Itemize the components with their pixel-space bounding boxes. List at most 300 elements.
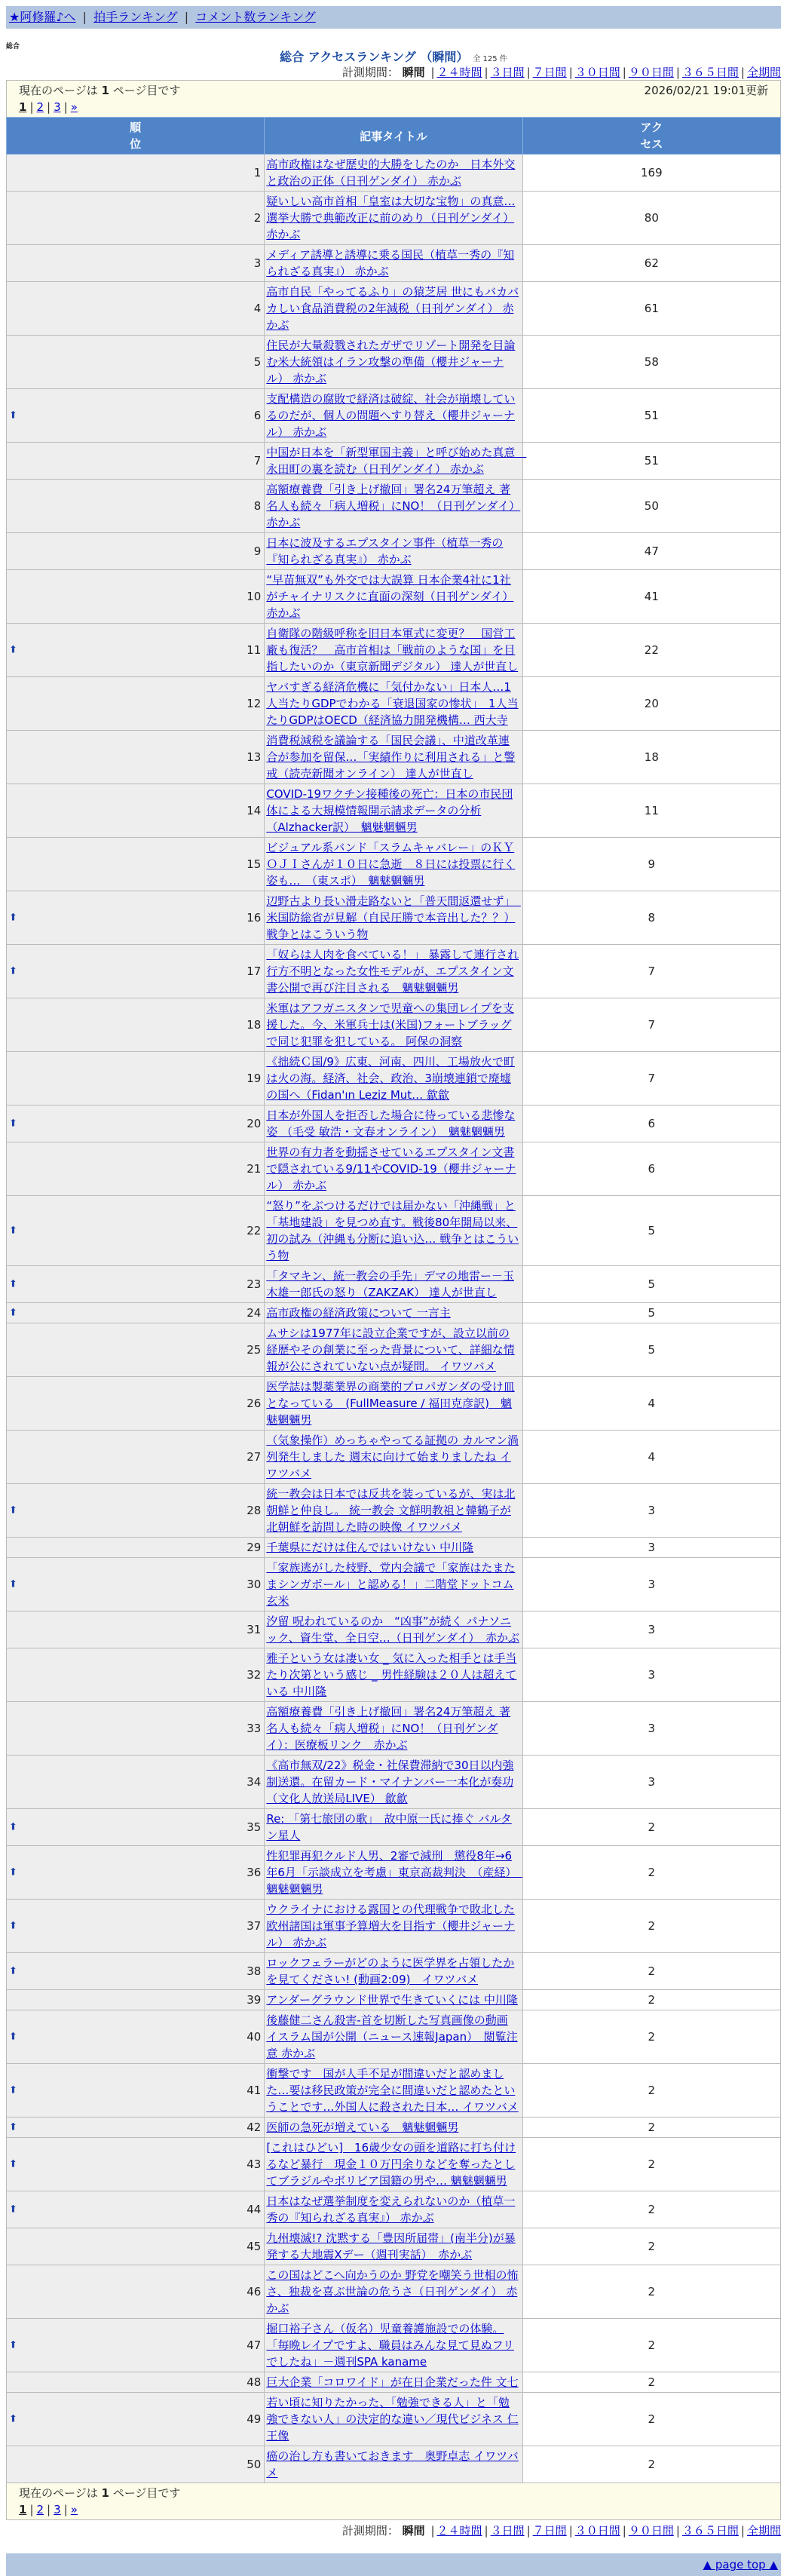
rank-cell [7, 282, 265, 336]
title-cell [265, 1558, 522, 1612]
access-count: 2 [522, 2191, 780, 2228]
period-separator: | [568, 2524, 573, 2538]
pager-cell [7, 81, 781, 118]
rank-cell [7, 155, 265, 192]
title-cell [265, 945, 522, 998]
top-nav [6, 6, 781, 29]
rank-cell [7, 1612, 265, 1648]
article-title-link[interactable]: アンダーグラウンド世界で生きていくには 中川隆 [266, 1993, 518, 2007]
rank-cell [7, 1323, 265, 1377]
rank-number: 48 [247, 2375, 262, 2389]
title-cell [265, 2010, 522, 2064]
article-title-link[interactable]: ヤバすぎる経済危機に「気付かない」日本人…1人当たりGDPでわかる「衰退国家の惨状」 1人当たりGDPはOECD（経済協力開発機構… 西大寺 [266, 680, 519, 727]
article-title-link[interactable]: 《高市無双/22》税金・社保費滞納で30日以内強制送還。在留カード・マイナンバー一本化が奏功（文化人放送局LIVE） 歙歙 [266, 1759, 514, 1805]
access-count: 2 [522, 2319, 780, 2372]
article-title-link[interactable]: 辺野古より長い滑走路ないと「普天間返還せず」 米国防総省が見解（自民圧勝で本音出した？？） 戦争とはこういう物 [266, 894, 521, 941]
up-arrow-icon: ⬆ [9, 1920, 17, 1932]
table-row [7, 1612, 781, 1648]
rank-number: 32 [247, 1668, 262, 1682]
period-separator: | [430, 66, 435, 79]
title-cell [265, 1702, 522, 1756]
period-current: 瞬間 [402, 66, 425, 79]
rank-number: 46 [247, 2285, 262, 2298]
period-separator: | [740, 2524, 745, 2538]
article-title-link[interactable]: 性犯罪再犯クルド人男、2審で減刑 懲役8年→6年6月「示談成立を考慮」東京高裁判決 （産経） 魑魅魍魎男 [266, 1849, 522, 1896]
period-separator: | [622, 2524, 626, 2538]
article-title-link[interactable]: 消費税減税を議論する「国民会議」、中道改革連合が参加を留保…「実績作りに利用される」と警戒（読売新聞オンライン） 達人が世直し [266, 734, 516, 780]
title-cell [265, 1323, 522, 1377]
table-row [7, 1702, 781, 1756]
period-separator: | [526, 66, 531, 79]
access-count: 2 [522, 2265, 780, 2319]
table-row [7, 2064, 781, 2118]
article-title-link[interactable]: 高額療養費「引き上げ撤回」署名24万筆超え 著名人も続々「病人増税」にNO！（日刊ゲンダイ） 赤かぶ [266, 483, 521, 529]
article-title-link[interactable]: 九州壊滅!? 沈黙する「豊因所届帯」(南半分)が暴発する大地震Xデー（週刊実話） 赤かぶ [266, 2231, 516, 2262]
up-arrow-icon: ⬆ [9, 409, 17, 422]
period-links [428, 66, 781, 79]
article-title-link[interactable]: 世界の有力者を動揺させているエプスタイン文書で隠されている9/11やCOVID-19（櫻井ジャーナル） 赤かぶ [266, 1145, 516, 1192]
period-separator: | [526, 2524, 531, 2538]
article-title-link[interactable]: この国はどこへ向かうのか 野党を嘲笑う世相の怖さ、独裁を喜ぶ世論の危うさ（日刊ゲンダイ） 赤かぶ [266, 2268, 519, 2315]
table-header [7, 118, 781, 155]
up-arrow-icon: ⬆ [9, 2031, 17, 2043]
period-link[interactable]: 全期間 [746, 66, 781, 79]
rank-cell [7, 1052, 265, 1106]
page-number-current: 1 [19, 2503, 27, 2516]
title-cell [265, 891, 522, 945]
rank-number: 21 [247, 1162, 262, 1176]
table-row [7, 784, 781, 838]
title-cell [265, 1809, 522, 1846]
rank-cell [7, 1196, 265, 1266]
article-title-link[interactable]: 米軍はアフガニスタンで児童への集団レイプを支援した。今、米軍兵士は(米国)フォートブラッグで同じ犯罪を犯している。 阿保の洞察 [266, 1001, 514, 1048]
page-number-link[interactable]: 2 [36, 100, 44, 114]
rank-cell [7, 1142, 265, 1196]
article-title-link[interactable]: 千葉県にだけは住んではいけない 中川隆 [266, 1541, 474, 1554]
table-row [7, 2118, 781, 2138]
article-title-link[interactable]: 自衛隊の階級呼称を旧日本軍式に変更？ 国営工廠も復活？ 高市首相は「戦前のような国」を目指したいのか（東京新聞デジタル） 達人が世直し [266, 627, 519, 673]
rank-cell [7, 1266, 265, 1303]
rank-cell [7, 1538, 265, 1558]
table-row [7, 1484, 781, 1538]
title-cell [265, 2372, 522, 2393]
article-title-link[interactable]: [これはひどい] 16歳少女の頭を道路に打ち付けるなど暴行 現金１０万円余りなどを奪ったとしてブラジルやボリビア国籍の男や… 魑魅魍魎男 [266, 2141, 516, 2188]
title-cell [265, 1431, 522, 1484]
page-number-link[interactable]: 3 [54, 2503, 61, 2516]
table-row [7, 624, 781, 677]
period-link[interactable]: ３６５日間 [681, 66, 739, 79]
article-title-link[interactable]: 雅子という女は凄い女 _ 気に入った相手とは手当たり次第という感じ _ 男性経験は２０人は超えている 中川隆 [266, 1651, 517, 1698]
rank-number: 17 [247, 964, 262, 978]
period-link[interactable]: ３日間 [490, 2524, 525, 2538]
page-number-link[interactable]: 3 [54, 100, 61, 114]
rank-number: 12 [247, 697, 262, 710]
rank-cell [7, 891, 265, 945]
page [6, 6, 781, 2576]
rank-number: 7 [253, 454, 262, 468]
title-cell [265, 998, 522, 1052]
next-page-link[interactable]: » [70, 100, 78, 114]
title-cell [265, 336, 522, 389]
title-cell [265, 2265, 522, 2319]
rank-number: 44 [247, 2203, 262, 2216]
rank-cell [7, 480, 265, 533]
article-title-link[interactable]: 高市政権の経済政策について 一言主 [266, 1306, 451, 1320]
rank-number: 14 [247, 804, 262, 817]
rank-cell [7, 2010, 265, 2064]
rank-cell [7, 1484, 265, 1538]
title-cell [265, 784, 522, 838]
table-row [7, 389, 781, 443]
article-title-link[interactable]: ロックフェラーがどのように医学界を占領したかを見てください! (動画2:09) イワツバメ [266, 1956, 515, 1986]
up-arrow-icon: ⬆ [9, 2203, 17, 2216]
period-current: 瞬間 [402, 2524, 425, 2538]
title-cell [265, 1196, 522, 1266]
access-count: 5 [522, 1303, 780, 1323]
table-row [7, 2010, 781, 2064]
access-count: 2 [522, 2228, 780, 2265]
next-page-link[interactable]: » [70, 2503, 78, 2516]
article-title-link[interactable]: Re: 「第七旅団の歌」 故中原一氏に捧ぐ バルタン星人 [266, 1812, 512, 1842]
rank-cell [7, 1431, 265, 1484]
article-title-link[interactable]: 「奴らは人肉を食べている！」 暴露して連行され行方不明となった女性モデルが、エプスタイン文書公開で再び注目される 魑魅魍魎男 [266, 948, 519, 995]
table-row [7, 2319, 781, 2372]
title-cell [265, 2393, 522, 2446]
article-title-link[interactable]: 「タマキン、統一教会の手先」デマの地雷ー－玉木雄一郎氏の怒り（ZAKZAK） 達人が世直し [266, 1269, 514, 1299]
access-count: 4 [522, 1431, 780, 1484]
rank-cell [7, 2064, 265, 2118]
up-arrow-icon: ⬆ [9, 1118, 17, 1130]
access-count: 2 [522, 2372, 780, 2393]
article-title-link[interactable]: 衝撃です 国が人手不足が間違いだと認めました…要は移民政策が完全に間違いだと認めたということです…外国人に殺された日本… イワツバメ [266, 2067, 519, 2114]
access-count: 2 [522, 2138, 780, 2191]
article-title-link[interactable]: 高額療養費「引き上げ撤回」署名24万筆超え 著名人も続々「病人増税」にNO！（日刊ゲンダイ）：医療板リンク 赤かぶ [266, 1705, 511, 1752]
title-cell [265, 2118, 522, 2138]
table-row [7, 1196, 781, 1266]
col-rank-label: 順位 [130, 121, 142, 151]
article-title-link[interactable]: 癌の治し方も書いておきます 奥野卓志 イワツバメ [266, 2449, 519, 2479]
access-count: 11 [522, 784, 780, 838]
rank-number: 3 [253, 256, 262, 270]
access-count: 3 [522, 1702, 780, 1756]
access-count: 2 [522, 1953, 780, 1990]
access-count: 5 [522, 1266, 780, 1303]
period-link[interactable]: ９０日間 [628, 66, 674, 79]
up-arrow-icon: ⬆ [9, 1504, 17, 1516]
rank-cell [7, 1377, 265, 1431]
rank-number: 43 [247, 2157, 262, 2171]
access-count: 61 [522, 282, 780, 336]
rank-cell [7, 2265, 265, 2319]
access-count: 5 [522, 1196, 780, 1266]
article-title-link[interactable]: 汐留 呪われているのか “凶事”が続く パナソニック、資生堂、全日空…（日刊ゲンダイ） 赤かぶ [266, 1615, 520, 1645]
article-title-link[interactable]: 高市自民「やってるふり」の猿芝居 世にもバカバカしい食品消費税の2年減税（日刊ゲンダイ） 赤かぶ [266, 285, 519, 332]
period-link[interactable]: ３日間 [490, 66, 525, 79]
title-cell [265, 1538, 522, 1558]
rank-cell [7, 443, 265, 480]
rank-cell [7, 945, 265, 998]
updated-time: 2026/02/21 19:01更新 [644, 84, 768, 97]
title-cell [265, 838, 522, 891]
period-separator: | [484, 2524, 488, 2538]
article-title-link[interactable]: 後藤健二さん殺害-首を切断した写真画像の動画 イスラム国が公開（ニュース速報Japan） 閲覧注意 赤かぶ [266, 2013, 518, 2060]
access-count: 7 [522, 998, 780, 1052]
rank-number: 33 [247, 1722, 262, 1735]
page-number-current: 1 [19, 100, 27, 114]
up-arrow-icon: ⬆ [9, 1278, 17, 1290]
up-arrow-icon: ⬆ [9, 2413, 17, 2425]
access-count: 2 [522, 1809, 780, 1846]
table-row [7, 1809, 781, 1846]
rank-number: 49 [247, 2412, 262, 2426]
rank-cell [7, 1303, 265, 1323]
col-access-header [522, 118, 780, 155]
up-arrow-icon: ⬆ [9, 644, 17, 656]
title-cell [265, 282, 522, 336]
access-count: 58 [522, 336, 780, 389]
rank-number: 34 [247, 1775, 262, 1789]
title-cell [265, 2446, 522, 2483]
period-selector-bottom [6, 2523, 781, 2538]
table-row [7, 1558, 781, 1612]
article-title-link[interactable]: 医学誌は製薬業界の商業的プロパガンダの受け皿となっている (FullMeasure / 福田克彦訳) 魑魅魍魎男 [266, 1380, 515, 1427]
article-title-link[interactable]: 日本に波及するエプスタイン事件（植草一秀の『知られざる真実』） 赤かぶ [266, 536, 504, 566]
table-row [7, 1538, 781, 1558]
table-row [7, 1303, 781, 1323]
title-cell [265, 1106, 522, 1142]
table-row [7, 1323, 781, 1377]
rank-cell [7, 2372, 265, 2393]
rank-number: 42 [247, 2121, 262, 2134]
rank-number: 27 [247, 1450, 262, 1464]
table-row [7, 480, 781, 533]
rank-number: 41 [247, 2084, 262, 2097]
table-row [7, 2191, 781, 2228]
period-label: 計測期間： [341, 2524, 399, 2538]
table-row [7, 533, 781, 570]
access-count: 3 [522, 1558, 780, 1612]
rank-number: 19 [247, 1072, 262, 1085]
rank-number: 1 [253, 166, 262, 179]
period-link[interactable]: ３６５日間 [681, 2524, 739, 2538]
up-arrow-icon: ⬆ [9, 1965, 17, 1977]
rank-cell [7, 1990, 265, 2010]
period-label: 計測期間： [341, 66, 399, 79]
article-title-link[interactable]: 若い頃に知りたかった、「勉強できる人」と「勉強できない人」の決定的な違い／現代ビジネス 仁王像 [266, 2396, 519, 2443]
period-separator: | [568, 66, 573, 79]
access-count: 62 [522, 245, 780, 282]
pager-bottom [7, 2483, 781, 2520]
period-link[interactable]: 全期間 [746, 2524, 781, 2538]
rank-number: 50 [247, 2458, 262, 2471]
title-cell [265, 245, 522, 282]
article-title-link[interactable]: “早苗無双”も外交では大誤算 日本企業4社に1社がチャイナリスクに直面の深刻（日刊ゲンダイ） 赤かぶ [266, 573, 514, 620]
col-rank-header [7, 118, 265, 155]
access-count: 80 [522, 192, 780, 245]
access-count: 2 [522, 2446, 780, 2483]
period-link[interactable]: ２４時間 [436, 66, 482, 79]
article-title-link[interactable]: 「家族逃がした枝野、党内会議で「家族はたまたまシンガポール」と認める！」二階堂ドットコム 玄米 [266, 1561, 516, 1608]
rank-number: 5 [253, 355, 262, 369]
rank-cell [7, 1846, 265, 1900]
current-page-pre: 現在のページは [19, 2486, 98, 2500]
table-row [7, 1106, 781, 1142]
period-link[interactable]: ２４時間 [436, 2524, 482, 2538]
page-number-link[interactable]: 2 [36, 2503, 44, 2516]
up-arrow-icon: ⬆ [9, 1307, 17, 1319]
page-separator: | [29, 2503, 34, 2516]
rank-number: 18 [247, 1018, 262, 1032]
up-arrow-icon: ⬆ [9, 1866, 17, 1878]
table-row [7, 2265, 781, 2319]
access-count: 2 [522, 1990, 780, 2010]
rank-number: 20 [247, 1117, 262, 1130]
access-count: 7 [522, 945, 780, 998]
title-cell [265, 443, 527, 480]
rank-number: 23 [247, 1277, 262, 1291]
period-link[interactable]: ９０日間 [628, 2524, 674, 2538]
article-title-link[interactable]: 疑いしい高市首相「皇室は大切な宝物」の真意…選挙大勝で典範改正に前のめり（日刊ゲンダイ） 赤かぶ [266, 195, 516, 241]
up-arrow-icon: ⬆ [9, 1578, 17, 1590]
home-link[interactable]: ★阿修羅♪へ [9, 10, 76, 24]
title-cell [265, 1648, 522, 1702]
rank-cell [7, 677, 265, 731]
rank-cell [7, 2191, 265, 2228]
rank-cell [7, 1558, 265, 1612]
page-top-link[interactable]: ▲ page top ▲ [703, 2558, 778, 2571]
title-cell [265, 1052, 522, 1106]
period-selector-top [6, 65, 781, 80]
rank-number: 31 [247, 1623, 262, 1636]
rank-cell [7, 533, 265, 570]
rank-cell [7, 1106, 265, 1142]
title-cell [265, 570, 522, 624]
article-title-link[interactable]: 巨大企業「コロワイド」が在日企業だった件 文七 [266, 2375, 519, 2389]
rank-number: 29 [247, 1541, 262, 1554]
rank-number: 6 [253, 409, 262, 422]
rank-cell [7, 389, 265, 443]
title-cell [265, 1846, 522, 1900]
title-cell [265, 1377, 522, 1431]
pager-top [7, 81, 781, 118]
clap-ranking-link[interactable]: 拍手ランキング [93, 10, 178, 24]
rank-number: 39 [247, 1993, 262, 2007]
access-count: 2 [522, 2118, 780, 2138]
table-row [7, 570, 781, 624]
current-page-post: ページ目です [112, 84, 181, 97]
access-count: 50 [522, 480, 780, 533]
article-title-link[interactable]: “怒り”をぶつけるだけでは届かない「沖縄戦」と「基地建設」を見つめ直す。戦後80年開局以来、初の試み（沖縄も分断に追い込… 戦争とはこういう物 [266, 1199, 519, 1262]
period-separator: | [430, 2524, 435, 2538]
table-row [7, 1377, 781, 1431]
article-title-link[interactable]: 住民が大量殺戮されたガザでリゾート開発を目論む米大統領はイラン攻撃の準備（櫻井ジャーナル） 赤かぶ [266, 339, 516, 385]
article-title-link[interactable]: 高市政権はなぜ歴史的大勝をしたのか 日本外交と政治の正体（日刊ゲンダイ） 赤かぶ [266, 158, 516, 188]
rank-number: 10 [247, 590, 262, 603]
table-row [7, 1052, 781, 1106]
bottom-bar [6, 2553, 781, 2576]
period-link[interactable]: ７日間 [532, 2524, 567, 2538]
article-title-link[interactable]: 日本が外国人を拒否した場合に待っている悲惨な姿 （毛受 敏浩・文春オンライン） 魑魅魍魎男 [266, 1109, 516, 1139]
period-link[interactable]: ３０日間 [574, 2524, 620, 2538]
article-title-link[interactable]: 統一教会は日本では反共を装っているが、実は北朝鮮と仲良し。 統一教会 文鮮明教祖と韓鶴子が北朝鮮を訪問した時の映像 イワツバメ [266, 1487, 516, 1534]
rank-number: 2 [253, 211, 262, 225]
period-separator: | [484, 66, 488, 79]
access-count: 51 [522, 443, 780, 480]
access-count: 6 [522, 1142, 780, 1196]
article-title-link[interactable]: ビジュアル系バンド「スラムキャバレー」のＫＹＯＪＩさんが１０日に急逝 ８日には投票に行く姿も… （東スポ） 魑魅魍魎男 [266, 841, 516, 888]
table-row [7, 2446, 781, 2483]
period-separator: | [675, 66, 680, 79]
ranking-title: 総合 アクセスランキング （瞬間） [280, 50, 469, 64]
table-row [7, 1142, 781, 1196]
rank-cell [7, 624, 265, 677]
access-count: 6 [522, 1106, 780, 1142]
current-page-pre: 現在のページは [19, 84, 98, 97]
rank-cell [7, 1809, 265, 1846]
title-cell [265, 2138, 522, 2191]
title-cell [265, 1756, 522, 1809]
article-title-link[interactable]: ムサシは1977年に設立企業ですが、設立以前の経歴やその創業に至った背景について、詳細な情報が公にされていない点が疑問。 イワツバメ [266, 1326, 515, 1373]
rank-number: 25 [247, 1343, 262, 1357]
title-cell [265, 1142, 522, 1196]
article-title-link[interactable]: 医師の急死が増えている 魑魅魍魎男 [266, 2121, 459, 2134]
access-count: 2 [522, 1900, 780, 1953]
title-cell [265, 533, 522, 570]
rank-cell [7, 1648, 265, 1702]
rank-number: 11 [247, 643, 262, 657]
period-link[interactable]: ３０日間 [574, 66, 620, 79]
up-arrow-icon: ⬆ [9, 965, 17, 977]
title-cell [265, 2064, 522, 2118]
rank-number: 40 [247, 2030, 262, 2044]
rank-number: 9 [253, 544, 262, 558]
current-page-number: 1 [101, 2486, 109, 2500]
up-arrow-icon: ⬆ [9, 1225, 17, 1237]
up-arrow-icon: ⬆ [9, 2158, 17, 2170]
rank-cell [7, 998, 265, 1052]
article-title-link[interactable]: 支配構造の腐敗で経済は破綻、社会が崩壊しているのだが、個人の問題へすり替え（櫻井ジャーナル） 赤かぶ [266, 392, 516, 439]
table-row [7, 1846, 781, 1900]
period-link[interactable]: ７日間 [532, 66, 567, 79]
title-cell [265, 624, 522, 677]
article-title-link[interactable]: 中国が日本を「新型軍国主義」と呼び始めた真意 永田町の裏を読む（日刊ゲンダイ） 赤かぶ [266, 446, 527, 476]
page-separator: | [63, 2503, 68, 2516]
article-title-link[interactable]: 《拙続Ｃ国/9》広東、河南、四川、工場放火で町は火の海。経済、社会、政治、3崩壊連鎖で廃墟の国へ（Fidan'ın Leziz Mut… 歙歙 [266, 1055, 515, 1102]
rank-cell [7, 731, 265, 784]
page-separator: | [63, 100, 68, 114]
title-cell [265, 192, 522, 245]
article-title-link[interactable]: ウクライナにおける露国との代理戦争で敗北した欧州諸国は軍事予算増大を目指す（櫻井ジャーナル） 赤かぶ [266, 1903, 516, 1949]
article-title-link[interactable]: 日本はなぜ選挙制度を変えられないのか（植草一秀の『知られざる真実』） 赤かぶ [266, 2194, 516, 2225]
access-count: 4 [522, 1377, 780, 1431]
table-row [7, 1648, 781, 1702]
page-separator: | [47, 100, 51, 114]
article-title-link[interactable]: （気象操作）めっちゃやってる証拠の カルマン渦列発生しました 週末に向けて始まりましたね イワツバメ [266, 1434, 519, 1480]
access-count: 22 [522, 624, 780, 677]
table-row [7, 998, 781, 1052]
up-arrow-icon: ⬆ [9, 912, 17, 924]
article-title-link[interactable]: メディア誘導と誘導に乗る国民（植草一秀の『知られざる真実』） 赤かぶ [266, 248, 515, 278]
access-count: 3 [522, 1612, 780, 1648]
comment-ranking-link[interactable]: コメント数ランキング [195, 10, 316, 24]
up-arrow-icon: ⬆ [9, 2339, 17, 2351]
title-cell [265, 1303, 522, 1323]
table-row [7, 2228, 781, 2265]
article-title-link[interactable]: COVID-19ワクチン接種後の死亡：日本の市民団体による大規模情報開示請求データの分析 （Alzhacker訳） 魑魅魍魎男 [266, 787, 513, 834]
article-title-link[interactable]: 掘口裕子さん（仮名）児童養護施設での体験。「毎晩レイプですよ、職員はみんな見て見ぬフリでしたね」－週刊SPA kaname [266, 2322, 514, 2369]
category-label: 総合 [6, 43, 20, 51]
period-separator: | [622, 66, 626, 79]
